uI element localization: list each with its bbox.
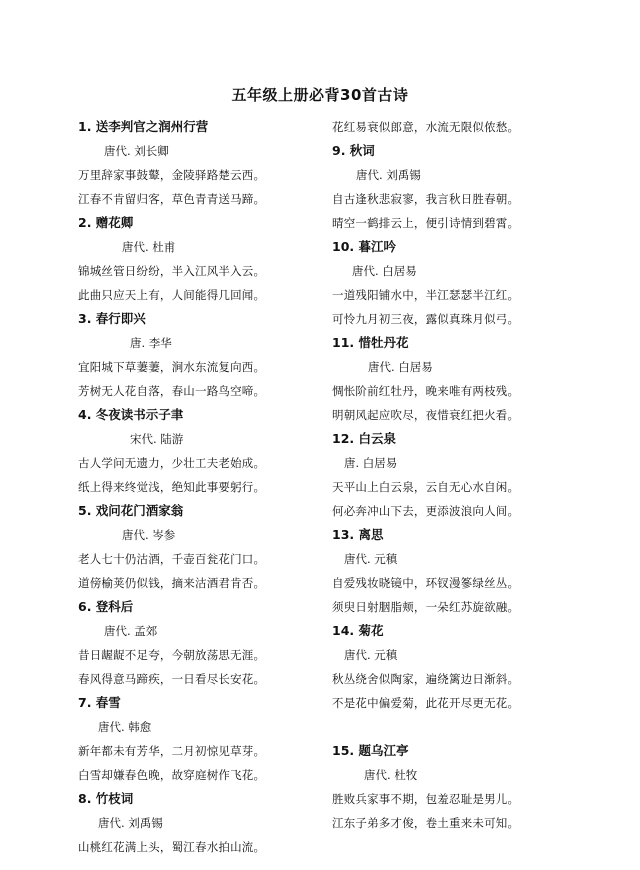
- poem-title: 14. 菊花: [332, 623, 384, 638]
- poem-author: 唐代. 白居易: [352, 264, 417, 278]
- poem-line: 昔日龌龊不足夸，今朝放荡思无涯。: [78, 648, 266, 662]
- poem-title: 8. 竹枝词: [78, 791, 134, 806]
- poem-line: 古人学问无遗力，少壮工夫老始成。: [78, 456, 266, 470]
- poem-author: 唐代. 刘禹锡: [356, 168, 421, 182]
- poem-author: 唐代. 杜牧: [364, 768, 418, 782]
- poem-author: 唐代. 刘长卿: [104, 144, 169, 158]
- poem-line: 万里辞家事鼓鼙，金陵驿路楚云西。: [78, 168, 266, 182]
- poem-author: 唐代. 杜甫: [122, 240, 176, 254]
- poem-line: 可怜九月初三夜，露似真珠月似弓。: [332, 312, 520, 326]
- poem-line: 一道残阳铺水中，半江瑟瑟半江红。: [332, 288, 520, 302]
- poem-block: [78, 499, 340, 595]
- poem-line: 新年都未有芳华，二月初惊见草芽。: [78, 744, 266, 758]
- poem-line: 晴空一鹤排云上，便引诗情到碧霄。: [332, 216, 520, 230]
- poem-author: 唐代. 白居易: [368, 360, 433, 374]
- poem-block: [78, 787, 340, 859]
- poem-line: 何必奔冲山下去，更添波浪向人间。: [332, 504, 520, 518]
- blank-row: [332, 715, 594, 739]
- poem-line: 道傍榆荚仍似钱，摘来沽酒君肯否。: [78, 576, 266, 590]
- poem-line: 芳树无人花自落，春山一路鸟空啼。: [78, 384, 266, 398]
- poem-author: 宋代. 陆游: [130, 432, 184, 446]
- poem-block: [78, 307, 340, 403]
- left-column: [78, 115, 340, 859]
- poem-author: 唐代. 刘禹锡: [98, 816, 163, 830]
- poem-author: 唐. 白居易: [344, 456, 398, 470]
- poem-line: 锦城丝管日纷纷，半入江风半入云。: [78, 264, 266, 278]
- poem-line: 宜阳城下草萋萋，涧水东流复向西。: [78, 360, 266, 374]
- poem-block: [78, 595, 340, 691]
- poem-block: [78, 115, 340, 211]
- poem-line: 秋丛绕舍似陶家，遍绕篱边日渐斜。: [332, 672, 520, 686]
- poem-line: 老人七十仍沽酒，千壶百瓮花门口。: [78, 552, 266, 566]
- poem-title: 6. 登科后: [78, 599, 134, 614]
- page-title: 五年级上册必背30首古诗: [231, 86, 409, 104]
- poem-block: [332, 331, 594, 427]
- poem-title: 7. 春雪: [78, 695, 121, 710]
- poem-line: 不是花中偏爱菊，此花开尽更无花。: [332, 696, 520, 710]
- poem-author: 唐代. 岑参: [122, 528, 176, 542]
- poem-block: [78, 211, 340, 307]
- poem-line: 自古逢秋悲寂寥，我言秋日胜春朝。: [332, 192, 520, 206]
- poem-block: [332, 715, 594, 835]
- poem-line: 花红易衰似郎意，水流无限似侬愁。: [332, 120, 520, 134]
- poem-title: 15. 题乌江亭: [332, 743, 409, 758]
- poem-line: 春风得意马蹄疾，一日看尽长安花。: [78, 672, 266, 686]
- poem-line: 此曲只应天上有，人间能得几回闻。: [78, 288, 266, 302]
- poem-line: 胜败兵家事不期，包羞忍耻是男儿。: [332, 792, 520, 806]
- poem-block: [332, 139, 594, 235]
- poem-line: 江春不肯留归客，草色青青送马蹄。: [78, 192, 266, 206]
- poem-author: 唐代. 元稹: [344, 648, 398, 662]
- poem-line: 明朝风起应吹尽，夜惜衰红把火看。: [332, 408, 520, 422]
- poem-line: 须臾日射胭脂颊，一朵红苏旋欲融。: [332, 600, 520, 614]
- poem-block: [332, 427, 594, 523]
- poem-title: 2. 赠花卿: [78, 215, 134, 230]
- poem-line: 白雪却嫌春色晚，故穿庭树作飞花。: [78, 768, 266, 782]
- poem-block: [332, 235, 594, 331]
- poem-title: 9. 秋词: [332, 143, 375, 158]
- right-column: [332, 115, 594, 835]
- poem-line: 惆怅阶前红牡丹，晚来唯有两枝残。: [332, 384, 520, 398]
- poem-block: [78, 691, 340, 787]
- poem-title: 13. 离思: [332, 527, 384, 542]
- poem-line: 纸上得来终觉浅，绝知此事要躬行。: [78, 480, 266, 494]
- poem-line: 自爱残妆晓镜中，环钗漫篸绿丝丛。: [332, 576, 520, 590]
- poem-author: 唐. 李华: [130, 336, 172, 350]
- poem-block: [332, 523, 594, 619]
- poem-title: 11. 惜牡丹花: [332, 335, 409, 350]
- poem-line: 山桃红花满上头，蜀江春水拍山流。: [78, 840, 266, 854]
- poem-block: [78, 403, 340, 499]
- poem-block: [332, 619, 594, 715]
- poem-author: 唐代. 元稹: [344, 552, 398, 566]
- poem-line: 天平山上白云泉，云自无心水自闲。: [332, 480, 520, 494]
- poem-title: 4. 冬夜读书示子聿: [78, 407, 184, 422]
- poem-title: 12. 白云泉: [332, 431, 396, 446]
- poem-title: 3. 春行即兴: [78, 311, 146, 326]
- poem-title: 5. 戏问花门酒家翁: [78, 503, 184, 518]
- poem-title: 1. 送李判官之润州行营: [78, 119, 209, 134]
- poem-line: 江东子弟多才俊，卷土重来未可知。: [332, 816, 520, 830]
- poem-block: [332, 115, 594, 139]
- poem-author: 唐代. 韩愈: [98, 720, 152, 734]
- poem-author: 唐代. 孟郊: [104, 624, 158, 638]
- poem-title: 10. 暮江吟: [332, 239, 396, 254]
